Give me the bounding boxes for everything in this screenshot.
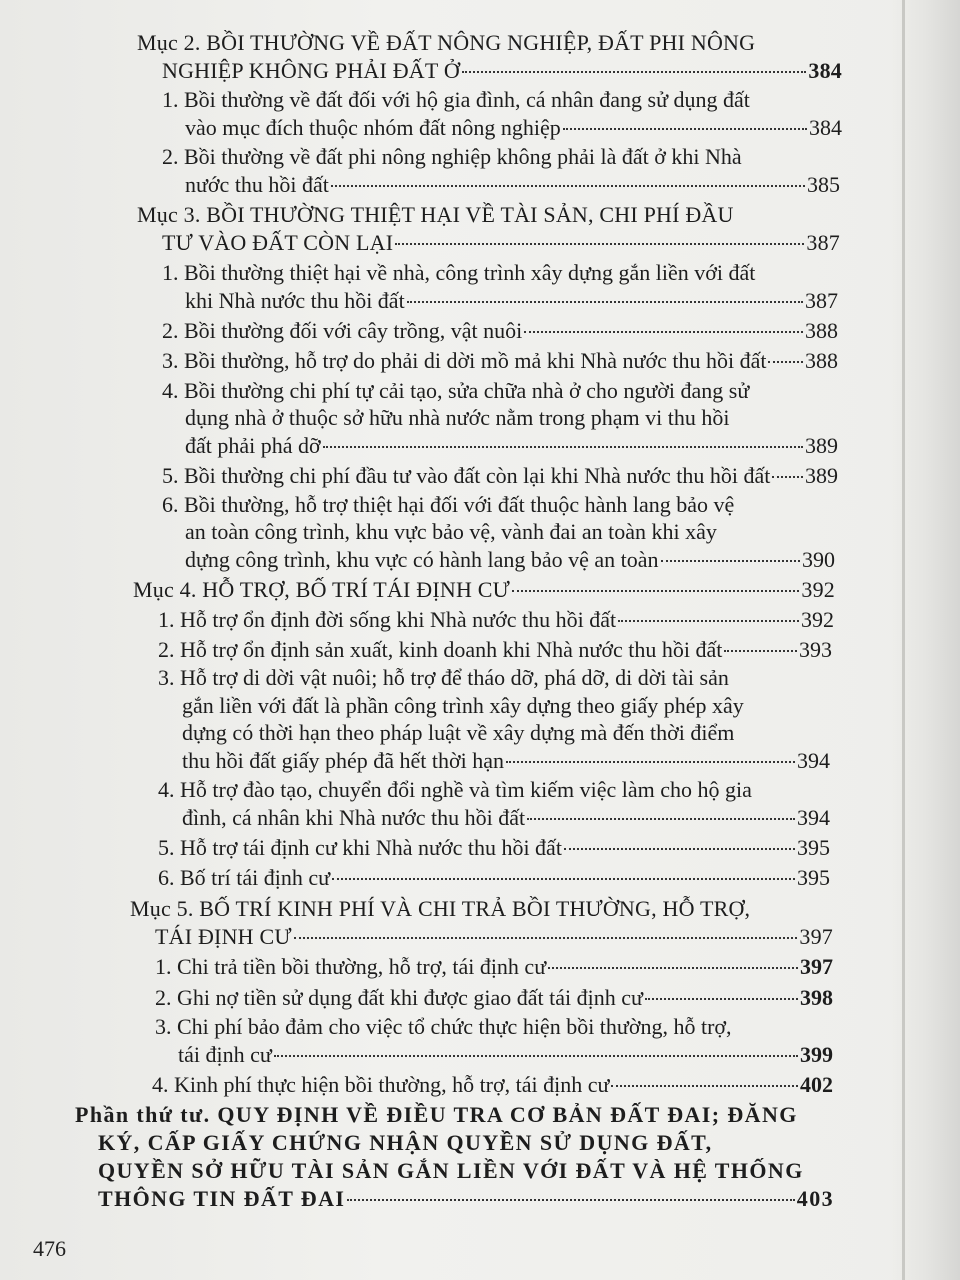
- toc-item-line: nước thu hồi đất 385: [185, 172, 840, 197]
- toc-item-line: 2. Ghi nợ tiền sử dụng đất khi được giao đất tái định cư 398: [155, 985, 833, 1010]
- toc-item-line: 2. Hỗ trợ ổn định sản xuất, kinh doanh khi Nhà nước thu hồi đất 393: [158, 637, 832, 662]
- toc-item-line: 3. Hỗ trợ di dời vật nuôi; hỗ trợ để tháo dỡ, phá dỡ, di dời tài sản: [158, 665, 729, 690]
- toc-part-four-line-4: THÔNG TIN ĐẤT ĐAI 403: [98, 1186, 834, 1211]
- toc-part-four-line-3: QUYỀN SỞ HỮU TÀI SẢN GẮN LIỀN VỚI ĐẤT VÀ HỆ THỐNG: [98, 1158, 804, 1183]
- toc-item-line: 2. Bồi thường đối với cây trồng, vật nuôi 388: [162, 318, 838, 343]
- toc-part-four-line-2: KÝ, CẤP GIẤY CHỨNG NHẬN QUYỀN SỬ DỤNG ĐẤT,: [98, 1130, 713, 1155]
- toc-heading-muc-5-line-2: TÁI ĐỊNH CƯ 397: [155, 924, 833, 949]
- toc-item-line: 6. Bồi thường, hỗ trợ thiệt hại đối với đất thuộc hành lang bảo vệ: [162, 492, 735, 517]
- toc-heading-muc-4: Mục 4. HỖ TRỢ, BỐ TRÍ TÁI ĐỊNH CƯ 392: [133, 577, 835, 602]
- toc-item-line: 3. Chi phí bảo đảm cho việc tổ chức thực hiện bồi thường, hỗ trợ,: [155, 1014, 732, 1039]
- toc-item-line: 1. Bồi thường về đất đối với hộ gia đình, cá nhân đang sử dụng đất: [162, 87, 750, 112]
- toc-item-line: 1. Hỗ trợ ổn định đời sống khi Nhà nước thu hồi đất 392: [158, 607, 834, 632]
- toc-heading-muc-2-line-2: NGHIỆP KHÔNG PHẢI ĐẤT Ở 384: [162, 58, 842, 83]
- toc-item-line: đình, cá nhân khi Nhà nước thu hồi đất 394: [182, 805, 830, 830]
- toc-item-line: gắn liền với đất là phần công trình xây dựng theo giấy phép xây: [182, 693, 744, 718]
- toc-item-line: 5. Hỗ trợ tái định cư khi Nhà nước thu hồi đất 395: [158, 835, 830, 860]
- toc-item-line: dựng công trình, khu vực có hành lang bảo vệ an toàn 390: [185, 547, 835, 572]
- toc-heading-muc-3-line-2: TƯ VÀO ĐẤT CÒN LẠI 387: [162, 230, 840, 255]
- toc-item-line: an toàn công trình, khu vực bảo vệ, vành đai an toàn khi xây: [185, 519, 717, 544]
- toc-item-line: dựng có thời hạn theo pháp luật về xây dựng mà đến thời điểm: [182, 720, 735, 745]
- toc-item-line: vào mục đích thuộc nhóm đất nông nghiệp 384: [185, 115, 842, 140]
- toc-item-line: 2. Bồi thường về đất phi nông nghiệp không phải là đất ở khi Nhà: [162, 144, 742, 169]
- page-edge-shadow: [890, 0, 960, 1280]
- toc-item-line: 1. Chi trả tiền bồi thường, hỗ trợ, tái định cư 397: [155, 954, 833, 979]
- toc-item-line: 4. Bồi thường chi phí tự cải tạo, sửa chữa nhà ở cho người đang sử: [162, 378, 750, 403]
- toc-item-line: 5. Bồi thường chi phí đầu tư vào đất còn lại khi Nhà nước thu hồi đất 389: [162, 463, 838, 488]
- toc-item-line: 4. Hỗ trợ đào tạo, chuyển đổi nghề và tìm kiếm việc làm cho hộ gia: [158, 777, 752, 802]
- toc-item-line: đất phải phá dỡ 389: [185, 433, 838, 458]
- toc-heading-muc-5-line-1: Mục 5. BỐ TRÍ KINH PHÍ VÀ CHI TRẢ BỒI THƯỜNG, HỖ TRỢ,: [130, 896, 751, 921]
- toc-item-line: tái định cư 399: [178, 1042, 833, 1067]
- toc-item-line: khi Nhà nước thu hồi đất 387: [185, 288, 838, 313]
- toc-heading-muc-2-line-1: Mục 2. BỒI THƯỜNG VỀ ĐẤT NÔNG NGHIỆP, ĐẤT PHI NÔNG: [137, 30, 756, 55]
- toc-item-line: dụng nhà ở thuộc sở hữu nhà nước nằm trong phạm vi thu hồi: [185, 405, 730, 430]
- toc-item-line: 6. Bố trí tái định cư 395: [158, 865, 830, 890]
- toc-heading-muc-3-line-1: Mục 3. BỒI THƯỜNG THIỆT HẠI VỀ TÀI SẢN, CHI PHÍ ĐẦU: [137, 202, 734, 227]
- toc-item-line: 1. Bồi thường thiệt hại về nhà, công trình xây dựng gắn liền với đất: [162, 260, 756, 285]
- page-number: 476: [33, 1236, 66, 1261]
- toc-item-line: 4. Kinh phí thực hiện bồi thường, hỗ trợ, tái định cư 402: [152, 1072, 833, 1097]
- toc-item-line: 3. Bồi thường, hỗ trợ do phải di dời mồ mả khi Nhà nước thu hồi đất 388: [162, 348, 838, 373]
- toc-item-line: thu hồi đất giấy phép đã hết thời hạn 394: [182, 748, 830, 773]
- page-binding-edge: [902, 0, 905, 1280]
- toc-part-four-line-1: Phần thứ tư. QUY ĐỊNH VỀ ĐIỀU TRA CƠ BẢN ĐẤT ĐAI; ĐĂNG: [75, 1102, 798, 1127]
